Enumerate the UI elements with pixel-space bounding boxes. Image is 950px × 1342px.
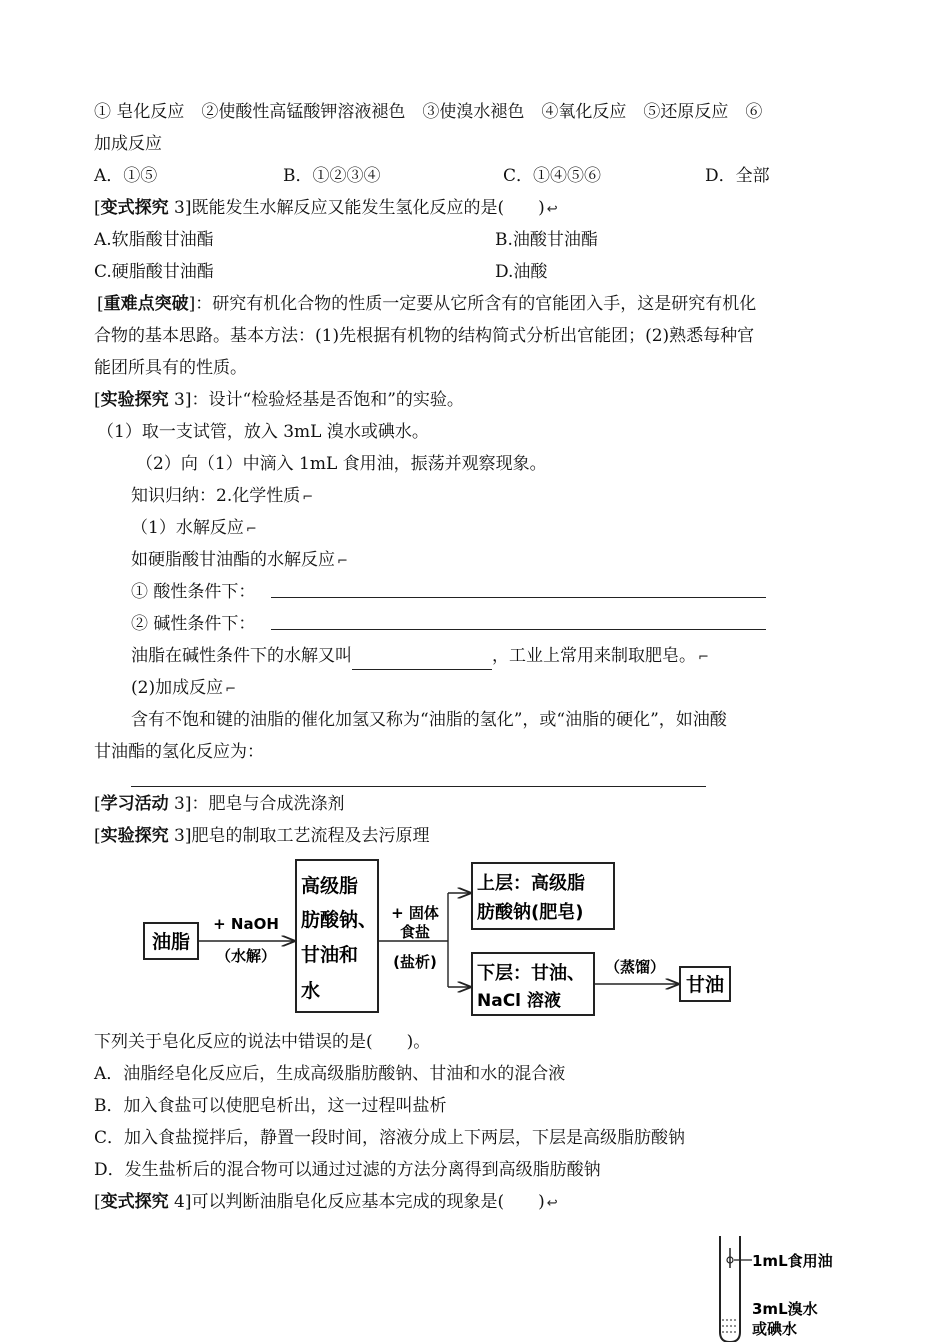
variant4-tag: 变式探究 [100,1192,169,1212]
edit-mark-icon: ⌐ [245,522,257,537]
question2-choice-a: A．油脂经皂化反应后，生成高级脂肪酸钠、甘油和水的混合液 [94,1064,566,1084]
experiment3b-num: 3] [168,826,192,846]
experiment3a-step2: （2）向（1）中滴入 1mL 食用油，振荡并观察现象。 [136,454,547,474]
choice-c: C．①④⑤⑥ [503,166,602,186]
step1-top-label: + NaOH [213,915,279,933]
experiment3a-heading [94,388,464,412]
hydrolysis-example-text: 如硬脂酸甘油酯的水解反应 [131,550,335,570]
start-label: 油脂 [151,931,191,953]
step2-top1-label: + 固体 [391,904,439,922]
mixture-line-2: 肪酸钠、 [301,909,378,931]
step1-bottom-label: （水解） [215,947,277,965]
activity3-tag: 学习活动 [100,794,169,814]
end-label: 甘油 [685,974,725,996]
variant4-text: 可以判断油脂皂化反应基本完成的现象是( ) [191,1192,545,1212]
variant3-heading [94,196,558,222]
variant3-num: 3] [168,198,192,218]
answer-blank-acidic[interactable] [271,597,766,598]
choice-d: D．全部 [705,166,770,186]
acidic-condition: ① 酸性条件下： [131,582,256,602]
activity3-num: 3] [168,794,192,814]
saponification-text-a: 油脂在碱性条件下的水解又叫 [131,646,352,666]
question-options-line1: ① 皂化反应 ②使酸性高锰酸钾溶液褪色 ③使溴水褪色 ④氧化反应 ⑤还原反应 ⑥ [94,102,763,122]
question2-stem: 下列关于皂化反应的说法中错误的是( )。 [94,1032,431,1052]
addition-heading [131,676,236,702]
experiment3b-text: 肥皂的制取工艺流程及去污原理 [191,826,430,846]
hydrogenation-line1: 含有不饱和键的油脂的催化加氢又称为“油脂的氢化”，或“油脂的硬化”，如油酸 [131,710,727,730]
lower-layer-line-2: NaCl 溶液 [477,991,561,1011]
answer-blank-basic[interactable] [271,629,766,630]
choice-a: A．①⑤ [94,166,158,186]
experiment3a-text: ：设计“检验烃基是否饱和”的实验。 [191,390,464,410]
question2-choice-b: B．加入食盐可以使肥皂析出，这一过程叫盐析 [94,1096,447,1116]
bracket: [ [94,1192,101,1212]
test-tube-figure [700,1228,860,1342]
step3-label: （蒸馏） [604,958,666,976]
variant4-heading [94,1190,558,1216]
bracket: ] [188,294,196,314]
step2-bottom-label: (盐析) [393,953,437,971]
experiment3a-step1: （1）取一支试管，放入 3mL 溴水或碘水。 [97,422,429,442]
saponification-line [131,644,709,670]
edit-mark-icon: ⌐ [302,490,314,505]
variant3-choice-d: D.油酸 [495,262,548,282]
answer-blank-saponification[interactable] [352,651,492,670]
key-points-line2: 合物的基本思路。基本方法：(1)先根据有机物的结构简式分析出官能团；(2)熟悉每种官 [94,326,755,346]
bracket: [ [94,794,101,814]
mixture-line-4: 水 [301,980,321,1002]
edit-mark-icon: ↩ [546,202,558,217]
experiment3b-heading [94,824,430,848]
key-points-tag: 重难点突破 [103,294,189,314]
activity3-text: ：肥皂与合成洗涤剂 [191,794,345,814]
experiment3a-tag: 实验探究 [100,390,169,410]
key-points-line3: 能团所具有的性质。 [94,358,247,378]
key-points-text: ：研究有机化合物的性质一定要从它所含有的官能团入手，这是研究有机化 [195,294,757,314]
basic-condition: ② 碱性条件下： [131,614,256,634]
question2-choice-d: D．发生盐析后的混合物可以通过过滤的方法分离得到高级脂肪酸钠 [94,1160,601,1180]
edit-mark-icon: ⌐ [698,650,709,665]
step2-top2-label: 食盐 [399,923,431,941]
experiment3b-tag: 实验探究 [100,826,169,846]
question2-choice-c: C．加入食盐搅拌后，静置一段时间，溶液分成上下两层，下层是高级脂肪酸钠 [94,1128,686,1148]
variant4-num: 4] [168,1192,192,1212]
soap-process-flowchart [130,855,750,1025]
saponification-text-b: ，工业上常用来制取肥皂。 [492,646,696,666]
label-water-1: 3mL溴水 [752,1300,818,1318]
bracket: [ [94,826,101,846]
knowledge-summary [131,484,313,510]
upper-layer-line-2: 肪酸钠(肥皂) [477,902,584,923]
edit-mark-icon: ⌐ [225,682,236,697]
hydrogenation-line2: 甘油酯的氢化反应为： [94,742,264,762]
edit-mark-icon: ⌐ [337,554,348,569]
choice-b: B．①②③④ [283,166,381,186]
variant3-choice-b: B.油酸甘油酯 [495,230,598,250]
hydrolysis-heading [131,516,257,542]
hydrolysis-example [131,548,348,574]
bracket: [ [94,198,101,218]
lower-layer-line-1: 下层：甘油、 [477,963,585,984]
addition-text: (2)加成反应 [131,678,224,698]
edit-mark-icon: ↩ [546,1196,558,1211]
variant3-choice-a: A.软脂酸甘油酯 [94,230,214,250]
knowledge-summary-text: 知识归纳：2.化学性质 [131,486,301,506]
experiment3a-num: 3] [168,390,192,410]
question-options-line2: 加成反应 [94,134,162,154]
bracket: [ [97,294,104,314]
mixture-line-1: 高级脂 [301,875,359,897]
variant3-tag: 变式探究 [100,198,169,218]
hydrolysis-text: （1）水解反应 [131,518,244,538]
upper-layer-line-1: 上层：高级脂 [477,873,585,894]
label-oil: 1mL食用油 [752,1252,833,1270]
activity3-heading [94,792,345,816]
bracket: [ [94,390,101,410]
mixture-line-3: 甘油和 [301,944,359,966]
variant3-text: 既能发生水解反应又能发生氢化反应的是( ) [191,198,545,218]
answer-blank-hydrogenation[interactable] [131,786,706,787]
variant3-choice-c: C.硬脂酸甘油酯 [94,262,214,282]
key-points-line1 [97,292,756,316]
label-water-2: 或碘水 [752,1320,798,1338]
